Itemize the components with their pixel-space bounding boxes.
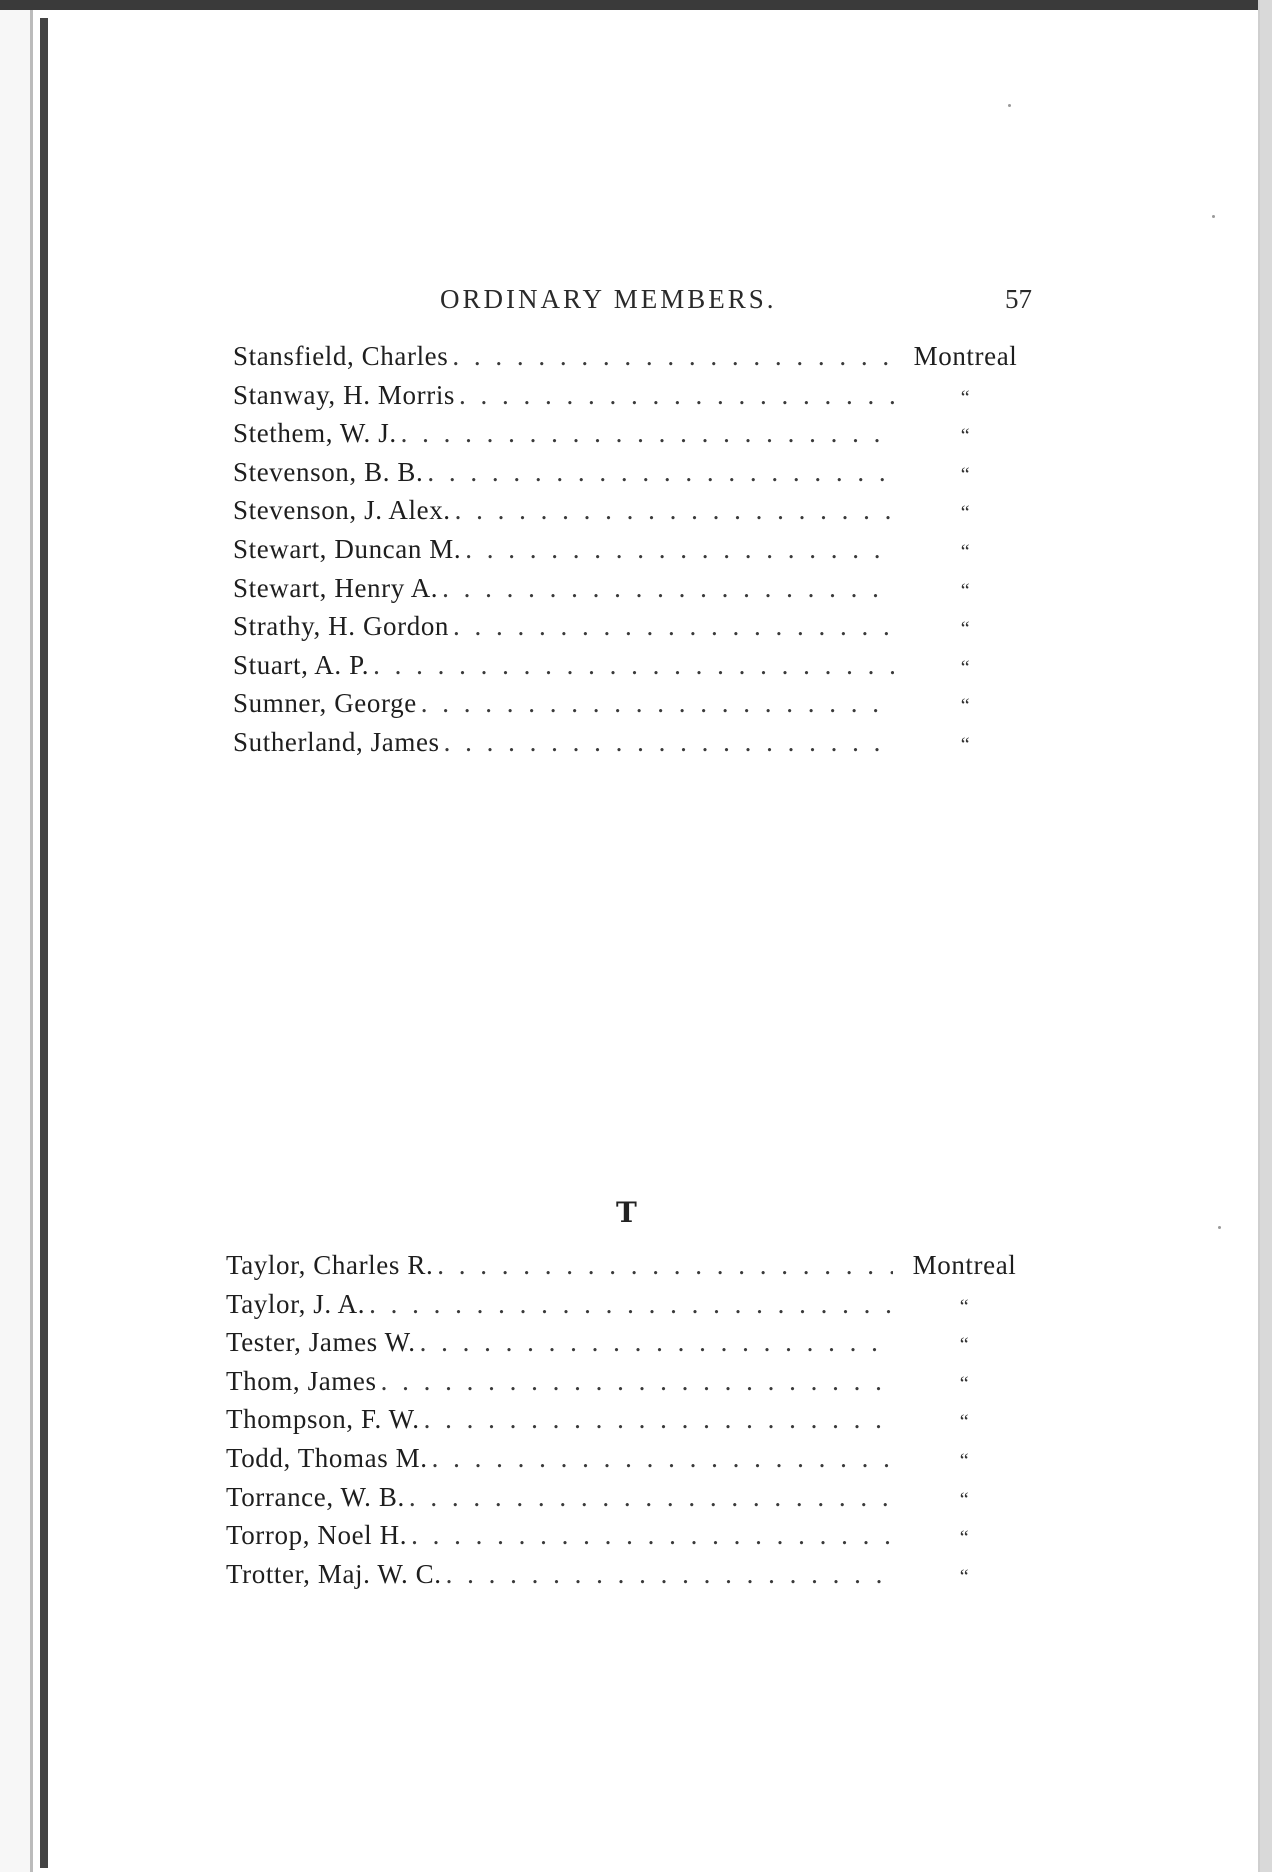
dot-leader [373, 650, 894, 681]
page-number: 57 [1005, 284, 1032, 314]
member-name: Todd, Thomas M. [226, 1442, 428, 1473]
member-name: Strathy, H. Gordon [233, 611, 450, 642]
member-name: Torrance, W. B. [226, 1481, 405, 1512]
dot-leader [401, 418, 894, 449]
member-entry [226, 1250, 1032, 1289]
dot-leader [381, 1366, 893, 1397]
paper-speck [1212, 215, 1215, 218]
dot-leader [446, 1559, 893, 1590]
member-list-t [226, 1250, 1032, 1597]
member-residence: “ [959, 1565, 970, 1588]
member-entry [233, 341, 1033, 380]
member-name: Stevenson, J. Alex. [233, 495, 451, 526]
member-residence: “ [960, 695, 971, 718]
binding-edge [30, 0, 33, 1872]
member-name: Torrop, Noel H. [226, 1520, 408, 1551]
dot-leader [432, 1443, 893, 1474]
dot-leader [369, 1289, 893, 1320]
scan-border-top [0, 0, 1272, 10]
member-name: Stansfield, Charles [233, 341, 449, 371]
member-entry [226, 1443, 1032, 1482]
member-entry [233, 534, 1033, 573]
dot-leader [444, 727, 894, 758]
paper-speck [1218, 1226, 1221, 1229]
member-entry [233, 650, 1033, 689]
scan-border-right [1258, 0, 1272, 1872]
binding-shadow [40, 18, 48, 1868]
member-name: Sumner, George [233, 688, 417, 719]
dot-leader [465, 534, 894, 565]
member-list-s [233, 341, 1033, 766]
member-name: Sutherland, James [233, 726, 440, 757]
member-residence: Montreal [912, 1250, 1017, 1280]
member-residence: “ [960, 656, 971, 679]
member-residence: “ [959, 1411, 970, 1434]
member-residence: “ [959, 1372, 970, 1395]
scan-margin-left [0, 0, 30, 1872]
member-entry [233, 727, 1033, 766]
member-entry [226, 1366, 1032, 1405]
dot-leader [455, 495, 894, 526]
member-name: Taylor, Charles R. [226, 1250, 434, 1280]
member-name: Stewart, Duncan M. [233, 533, 462, 564]
dot-leader [421, 688, 894, 719]
member-name: Thom, James [226, 1365, 377, 1396]
member-entry [226, 1289, 1032, 1328]
member-name: Tester, James W. [226, 1327, 416, 1358]
member-entry [233, 495, 1033, 534]
member-name: Stanway, H. Morris [233, 379, 456, 410]
member-residence: “ [960, 386, 971, 409]
member-entry [233, 573, 1033, 612]
member-name: Trotter, Maj. W. C. [226, 1558, 442, 1589]
running-title: ORDINARY MEMBERS. [440, 284, 777, 314]
member-name: Stevenson, B. B. [233, 456, 424, 487]
dot-leader [409, 1482, 893, 1513]
dot-leader [437, 1250, 893, 1281]
member-entry [226, 1327, 1032, 1366]
paper-speck [1008, 104, 1011, 107]
member-entry [233, 611, 1033, 650]
member-residence: “ [959, 1488, 970, 1511]
member-residence: “ [959, 1334, 970, 1357]
dot-leader [424, 1404, 893, 1435]
member-residence: “ [960, 579, 971, 602]
section-letter-t: T [616, 1196, 637, 1229]
member-entry [233, 688, 1033, 727]
member-entry [226, 1559, 1032, 1598]
member-residence: “ [959, 1295, 970, 1318]
member-entry [233, 380, 1033, 419]
member-residence: “ [960, 425, 971, 448]
member-residence: “ [960, 540, 971, 563]
member-entry [233, 418, 1033, 457]
member-residence: “ [960, 733, 971, 756]
member-name: Stuart, A. P. [233, 649, 370, 680]
member-residence: “ [959, 1527, 970, 1550]
member-name: Stewart, Henry A. [233, 572, 439, 603]
member-name: Thompson, F. W. [226, 1404, 420, 1435]
member-entry [226, 1482, 1032, 1521]
dot-leader [420, 1327, 893, 1358]
member-residence: “ [960, 618, 971, 641]
member-name: Stethem, W. J. [233, 418, 397, 449]
member-entry [226, 1520, 1032, 1559]
dot-leader [427, 457, 894, 488]
member-residence: “ [960, 502, 971, 525]
dot-leader [459, 380, 894, 411]
member-name: Taylor, J. A. [226, 1288, 366, 1319]
member-residence: “ [960, 463, 971, 486]
member-residence: Montreal [913, 341, 1018, 371]
member-entry [226, 1404, 1032, 1443]
dot-leader [452, 341, 894, 372]
dot-leader [453, 611, 894, 642]
dot-leader [411, 1520, 893, 1551]
member-residence: “ [959, 1449, 970, 1472]
member-entry [233, 457, 1033, 496]
dot-leader [442, 573, 894, 604]
